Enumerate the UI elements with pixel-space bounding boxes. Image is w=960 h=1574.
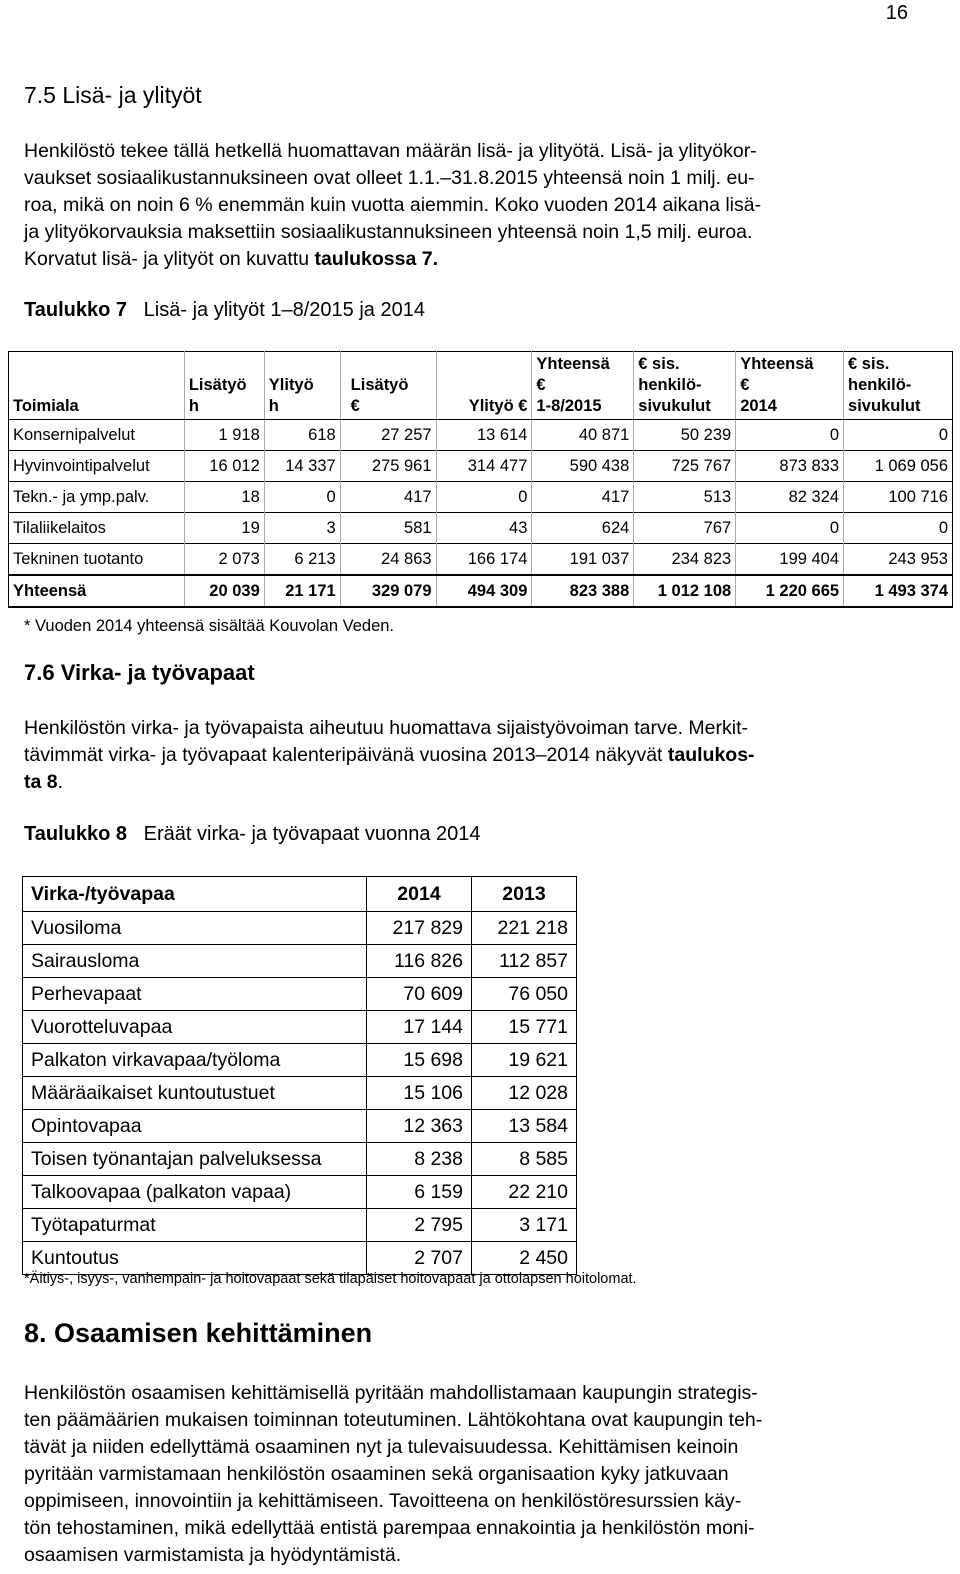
paragraph-line: Korvatut lisä- ja ylityöt on kuvattu xyxy=(24,248,315,270)
table-cell: 1 918 xyxy=(184,420,264,451)
table-cell: Kuntoutus xyxy=(23,1242,367,1275)
leaves-table xyxy=(22,876,577,1275)
paragraph-line: roa, mikä on noin 6 % enemmän kuin vuotta aiemmin. Koko vuoden 2014 aikana lisä- xyxy=(24,194,762,216)
header-2013: 2013 xyxy=(472,877,577,912)
overtime-table xyxy=(8,351,953,608)
section-heading-8: 8. Osaamisen kehittäminen xyxy=(24,1318,373,1348)
table-row xyxy=(23,1110,577,1143)
table-row xyxy=(23,1176,577,1209)
table-cell: 15 106 xyxy=(367,1077,472,1110)
table-cell: Vuorotteluvapaa xyxy=(23,1011,367,1044)
table-row xyxy=(9,482,953,513)
table-cell: Tilaliikelaitos xyxy=(9,513,185,544)
table8-header-row xyxy=(23,877,577,912)
header-virka-tyovapaa: Virka-/työvapaa xyxy=(23,877,367,912)
table-row xyxy=(23,1209,577,1242)
header-yhteensa-2015: Yhteensä € 1-8/2015 xyxy=(532,352,634,420)
table-cell: 15 771 xyxy=(472,1011,577,1044)
table-cell: 16 012 xyxy=(184,451,264,482)
table-cell: 82 324 xyxy=(736,482,844,513)
table-cell: 6 213 xyxy=(264,544,340,576)
table-row xyxy=(23,1242,577,1275)
table-cell: 581 xyxy=(340,513,436,544)
header-lisatyo-h: Lisätyö h xyxy=(184,352,264,420)
table-cell: 50 239 xyxy=(634,420,736,451)
table-cell: 2 073 xyxy=(184,544,264,576)
table-row xyxy=(23,945,577,978)
table-cell: 3 171 xyxy=(472,1209,577,1242)
table-cell: 20 039 xyxy=(184,575,264,607)
table-cell: Tekn.- ja ymp.palv. xyxy=(9,482,185,513)
table-cell: 191 037 xyxy=(532,544,634,576)
paragraph-competence xyxy=(24,1380,909,1569)
table-cell: 767 xyxy=(634,513,736,544)
table-cell: 0 xyxy=(264,482,340,513)
table-cell: 0 xyxy=(736,420,844,451)
table-cell: 22 210 xyxy=(472,1176,577,1209)
table-cell: 199 404 xyxy=(736,544,844,576)
table-row xyxy=(23,912,577,945)
table-cell: 417 xyxy=(340,482,436,513)
table-row xyxy=(23,978,577,1011)
table-cell: 0 xyxy=(844,513,953,544)
paragraph-line: Henkilöstön osaamisen kehittämisellä pyritään mahdollistamaan kaupungin strategis- xyxy=(24,1382,758,1404)
table-reference: ta 8 xyxy=(24,771,58,793)
table8-caption-label: Taulukko 8 xyxy=(24,823,127,845)
table-cell: 0 xyxy=(736,513,844,544)
paragraph-leaves xyxy=(24,715,909,796)
table-cell: 1 493 374 xyxy=(844,575,953,607)
table-cell: 2 795 xyxy=(367,1209,472,1242)
table-cell: Palkaton virkavapaa/työloma xyxy=(23,1044,367,1077)
table7-footnote: * Vuoden 2014 yhteensä sisältää Kouvolan Veden. xyxy=(24,617,395,635)
table-cell: 70 609 xyxy=(367,978,472,1011)
table-cell: 513 xyxy=(634,482,736,513)
paragraph-line: tön tehostaminen, mikä edellyttää entistä parempaa ennakointia ja henkilöstön moni- xyxy=(24,1517,755,1539)
table-cell: 2 707 xyxy=(367,1242,472,1275)
table-cell: 12 028 xyxy=(472,1077,577,1110)
paragraph-line: tävimmät virka- ja työvapaat kalenteripäivänä vuosina 2013–2014 näkyvät xyxy=(24,744,668,766)
table-cell: 329 079 xyxy=(340,575,436,607)
table-cell: 8 585 xyxy=(472,1143,577,1176)
table-cell: 8 238 xyxy=(367,1143,472,1176)
table-cell: Työtapaturmat xyxy=(23,1209,367,1242)
table-cell: Vuosiloma xyxy=(23,912,367,945)
header-lisatyo-eur: Lisätyö € xyxy=(340,352,436,420)
table-cell: 275 961 xyxy=(340,451,436,482)
table-cell: Hyvinvointipalvelut xyxy=(9,451,185,482)
table-cell: Määräaikaiset kuntoutustuet xyxy=(23,1077,367,1110)
table-cell: 217 829 xyxy=(367,912,472,945)
table-row xyxy=(9,451,953,482)
header-yhteensa-2014: Yhteensä € 2014 xyxy=(736,352,844,420)
table-cell: 40 871 xyxy=(532,420,634,451)
table-cell: 76 050 xyxy=(472,978,577,1011)
table-cell: 1 069 056 xyxy=(844,451,953,482)
table-cell: 1 012 108 xyxy=(634,575,736,607)
table-cell: Opintovapaa xyxy=(23,1110,367,1143)
table-row xyxy=(9,513,953,544)
table-cell: 1 220 665 xyxy=(736,575,844,607)
table-cell: Tekninen tuotanto xyxy=(9,544,185,576)
table7-header-row xyxy=(9,352,953,420)
paragraph-line: Henkilöstö tekee tällä hetkellä huomattavan määrän lisä- ja ylityötä. Lisä- ja ylityökor- xyxy=(24,140,757,162)
table-cell: Sairausloma xyxy=(23,945,367,978)
paragraph-line: Henkilöstön virka- ja työvapaista aiheutuu huomattava sijaistyövoiman tarve. Merkit- xyxy=(24,717,748,739)
table-cell: 13 584 xyxy=(472,1110,577,1143)
table-cell: 0 xyxy=(844,420,953,451)
table-row xyxy=(23,1044,577,1077)
table-cell: 13 614 xyxy=(436,420,532,451)
paragraph-overtime xyxy=(24,138,909,273)
paragraph-period: . xyxy=(57,771,64,793)
table-cell: 624 xyxy=(532,513,634,544)
table-row xyxy=(9,420,953,451)
header-2014: 2014 xyxy=(367,877,472,912)
table-total-row xyxy=(9,575,953,607)
table-cell: Yhteensä xyxy=(9,575,185,607)
header-sis-sivukulut-2014: € sis. henkilö- sivukulut xyxy=(844,352,953,420)
table-cell: 24 863 xyxy=(340,544,436,576)
paragraph-line: vaukset sosiaalikustannuksineen ovat olleet 1.1.–31.8.2015 yhteensä noin 1 milj. eu- xyxy=(24,167,755,189)
table7-caption-label: Taulukko 7 xyxy=(24,299,127,321)
table-cell: 590 438 xyxy=(532,451,634,482)
table-cell: 19 xyxy=(184,513,264,544)
table8-footnote: *Äitiys-, isyys-, vanhempain- ja hoitovapaat sekä tilapäiset hoitovapaat ja ottolapsen hoitolomat. xyxy=(24,1271,637,1287)
table-cell: 21 171 xyxy=(264,575,340,607)
page-number: 16 xyxy=(885,2,908,24)
header-ylityo-h: Ylityö h xyxy=(264,352,340,420)
table-cell: Perhevapaat xyxy=(23,978,367,1011)
table-cell: 166 174 xyxy=(436,544,532,576)
table-cell: 618 xyxy=(264,420,340,451)
table-cell: Toisen työnantajan palveluksessa xyxy=(23,1143,367,1176)
table-cell: Konsernipalvelut xyxy=(9,420,185,451)
table7-caption-text: Lisä- ja ylityöt 1–8/2015 ja 2014 xyxy=(143,299,425,321)
table-cell: Talkoovapaa (palkaton vapaa) xyxy=(23,1176,367,1209)
table-cell: 112 857 xyxy=(472,945,577,978)
paragraph-line: osaamisen varmistamista ja hyödyntämistä. xyxy=(24,1544,402,1566)
section-heading-7-5: 7.5 Lisä- ja ylityöt xyxy=(24,82,202,108)
table-cell: 3 xyxy=(264,513,340,544)
table-cell: 17 144 xyxy=(367,1011,472,1044)
table-row xyxy=(23,1011,577,1044)
table-cell: 100 716 xyxy=(844,482,953,513)
table-cell: 494 309 xyxy=(436,575,532,607)
section-heading-7-6: 7.6 Virka- ja työvapaat xyxy=(24,660,255,685)
table-cell: 243 953 xyxy=(844,544,953,576)
table-reference: taulukos- xyxy=(667,744,755,766)
header-toimiala: Toimiala xyxy=(9,352,185,420)
table8-caption-text: Eräät virka- ja työvapaat vuonna 2014 xyxy=(143,823,481,845)
table-cell: 417 xyxy=(532,482,634,513)
table-cell: 2 450 xyxy=(472,1242,577,1275)
table-row xyxy=(23,1077,577,1110)
table-cell: 15 698 xyxy=(367,1044,472,1077)
header-sis-sivukulut-2015: € sis. henkilö- sivukulut xyxy=(634,352,736,420)
table-cell: 234 823 xyxy=(634,544,736,576)
table-cell: 14 337 xyxy=(264,451,340,482)
table8-caption xyxy=(24,823,481,846)
paragraph-period: . xyxy=(432,248,439,270)
table-cell: 18 xyxy=(184,482,264,513)
paragraph-line: tävät ja niiden edellyttämä osaaminen nyt ja tulevaisuudessa. Kehittämisen keinoin xyxy=(24,1436,739,1458)
paragraph-line: ten päämäärien mukaisen toiminnan toteutuminen. Lähtökohtana ovat kaupungin teh- xyxy=(24,1409,763,1431)
table7-caption xyxy=(24,299,425,322)
table-cell: 19 621 xyxy=(472,1044,577,1077)
table-cell: 6 159 xyxy=(367,1176,472,1209)
table-cell: 873 833 xyxy=(736,451,844,482)
table-cell: 12 363 xyxy=(367,1110,472,1143)
paragraph-line: oppimiseen, innovointiin ja kehittämiseen. Tavoitteena on henkilöstöresurssien käy- xyxy=(24,1490,742,1512)
table-reference: taulukossa 7 xyxy=(314,248,433,270)
header-ylityo-eur: Ylityö € xyxy=(436,352,532,420)
table-row xyxy=(9,544,953,576)
table-cell: 27 257 xyxy=(340,420,436,451)
table-row xyxy=(23,1143,577,1176)
table-cell: 43 xyxy=(436,513,532,544)
table-cell: 0 xyxy=(436,482,532,513)
paragraph-line: pyritään varmistamaan henkilöstön osaaminen sekä organisaation kyky jatkuvaan xyxy=(24,1463,729,1485)
paragraph-line: ja ylityökorvauksia maksettiin sosiaalikustannuksineen yhteensä noin 1,5 milj. euroa. xyxy=(24,221,753,243)
table-cell: 221 218 xyxy=(472,912,577,945)
table-cell: 823 388 xyxy=(532,575,634,607)
table-cell: 314 477 xyxy=(436,451,532,482)
table-cell: 116 826 xyxy=(367,945,472,978)
table-cell: 725 767 xyxy=(634,451,736,482)
